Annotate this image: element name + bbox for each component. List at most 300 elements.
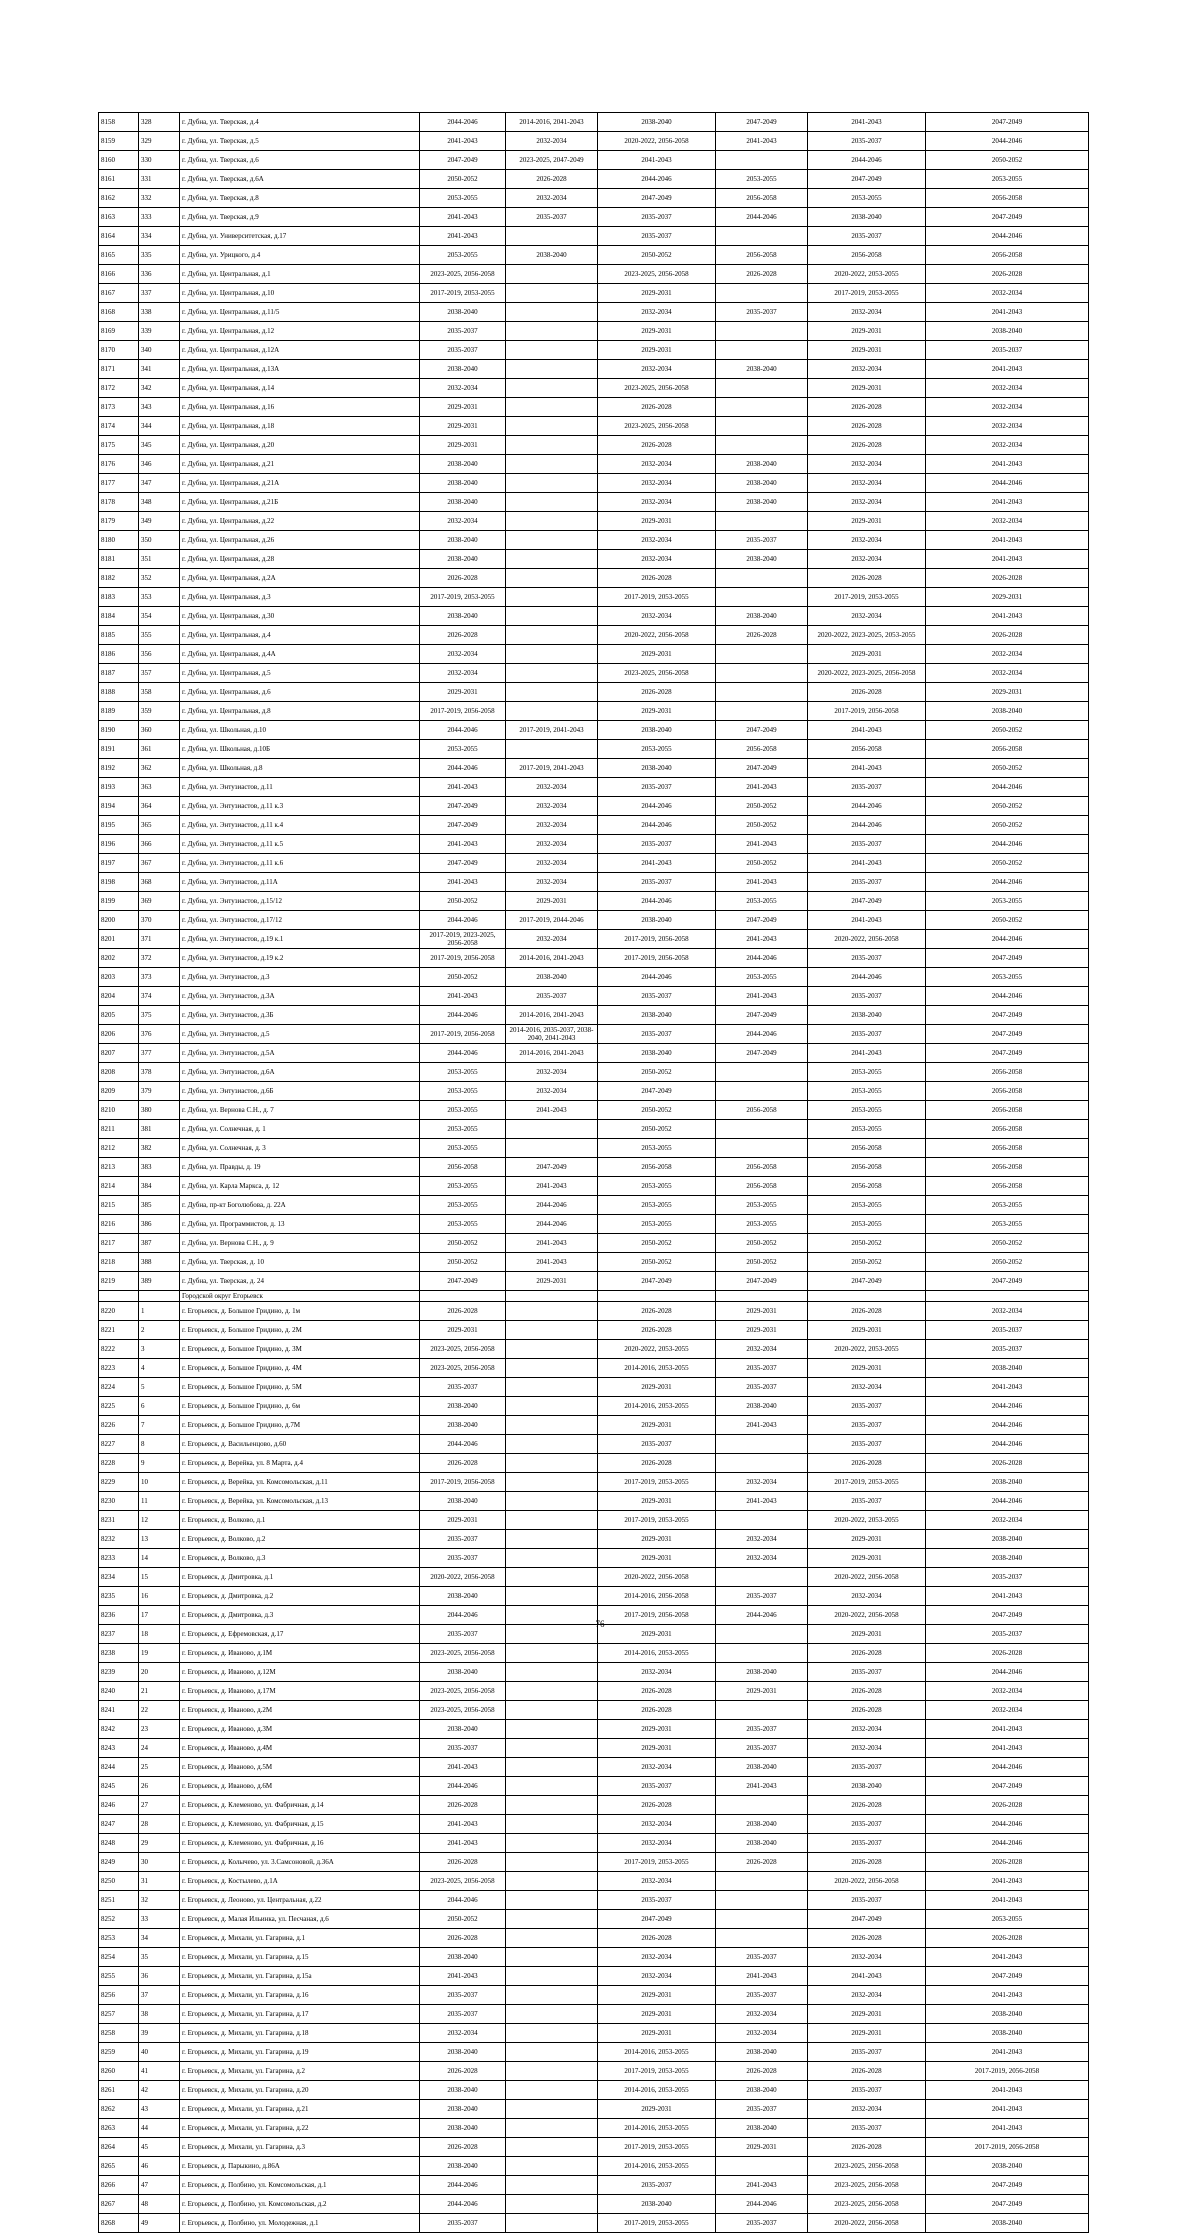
table-cell: 2038-2040 [598, 759, 716, 778]
table-cell [506, 1720, 598, 1739]
table-cell: 8202 [99, 949, 139, 968]
table-cell: 2032-2034 [506, 930, 598, 949]
table-cell: 2047-2049 [716, 113, 808, 132]
table-cell: г. Дубна, ул. Энтузиастов, д.11 к.6 [180, 854, 420, 873]
table-cell: 2053-2055 [926, 170, 1089, 189]
table-row [99, 1139, 1089, 1158]
table-cell: 2053-2055 [420, 1196, 506, 1215]
table-cell: 2026-2028 [716, 626, 808, 645]
table-cell: 2032-2034 [926, 398, 1089, 417]
table-cell [506, 1929, 598, 1948]
table-cell: 2038-2040 [598, 721, 716, 740]
table-cell: г. Дубна, ул. Центральная, д.2А [180, 569, 420, 588]
table-cell: г. Егорьевск, д. Дмитровка, д.2 [180, 1587, 420, 1606]
table-cell: 2041-2043 [926, 531, 1089, 550]
table-cell: г. Дубна, ул. Энтузиастов, д.3Б [180, 1006, 420, 1025]
table-cell [716, 417, 808, 436]
table-row [99, 1234, 1089, 1253]
table-cell: 2047-2049 [420, 1272, 506, 1291]
table-cell: 359 [139, 702, 180, 721]
table-cell [506, 1872, 598, 1891]
table-cell: 2029-2031 [506, 1272, 598, 1291]
table-cell: г. Егорьевск, д. Клеменово, ул. Фабричная, д.16 [180, 1834, 420, 1853]
table-cell: 2026-2028 [598, 1929, 716, 1948]
table-cell: 2029-2031 [598, 341, 716, 360]
table-cell: г. Дубна, ул. Энтузиастов, д.11 [180, 778, 420, 797]
table-cell: 2035-2037 [420, 322, 506, 341]
table-cell: 2038-2040 [926, 1530, 1089, 1549]
table-cell: 2035-2037 [808, 835, 926, 854]
table-cell: 13 [139, 1530, 180, 1549]
table-cell: 2035-2037 [808, 873, 926, 892]
table-cell [506, 379, 598, 398]
table-cell [506, 1587, 598, 1606]
table-cell: 2035-2037 [808, 2119, 926, 2138]
table-cell [716, 1139, 808, 1158]
table-cell: 2029-2031 [598, 1492, 716, 1511]
table-cell: 355 [139, 626, 180, 645]
table-cell: 2044-2046 [420, 1006, 506, 1025]
table-cell [716, 1435, 808, 1454]
table-cell: 2032-2034 [598, 474, 716, 493]
table-cell: 8193 [99, 778, 139, 797]
table-cell: 2041-2043 [808, 113, 926, 132]
table-cell: 2035-2037 [808, 1663, 926, 1682]
table-cell: 2020-2022, 2056-2058 [808, 930, 926, 949]
table-cell: 2044-2046 [926, 987, 1089, 1006]
table-cell [506, 531, 598, 550]
table-cell: г. Егорьевск, д. Михали, ул. Гагарина, д.22 [180, 2119, 420, 2138]
table-cell: 362 [139, 759, 180, 778]
table-cell: 8168 [99, 303, 139, 322]
table-cell: 2038-2040 [420, 1663, 506, 1682]
table-cell: 2026-2028 [808, 436, 926, 455]
table-cell: 2026-2028 [598, 1321, 716, 1340]
table-cell: 2038-2040 [716, 2119, 808, 2138]
table-cell: 2038-2040 [598, 1006, 716, 1025]
table-row [99, 322, 1089, 341]
table-cell: 35 [139, 1948, 180, 1967]
table-cell: 2038-2040 [420, 455, 506, 474]
table-cell: 2026-2028 [808, 1454, 926, 1473]
table-cell: 2056-2058 [926, 189, 1089, 208]
table-cell: 2023-2025, 2056-2058 [420, 1872, 506, 1891]
table-cell: г. Дубна, ул. Солнечная, д. 1 [180, 1120, 420, 1139]
table-cell: г. Егорьевск, д. Волково, д.1 [180, 1511, 420, 1530]
table-cell: 2035-2037 [926, 341, 1089, 360]
table-cell: 2038-2040 [808, 1006, 926, 1025]
table-cell: 2038-2040 [420, 1416, 506, 1435]
table-cell: 2044-2046 [420, 759, 506, 778]
table-cell: 2020-2022, 2056-2058 [808, 2214, 926, 2233]
table-cell: 2032-2034 [926, 436, 1089, 455]
table-cell: 2029-2031 [598, 1739, 716, 1758]
table-cell: 2029-2031 [808, 2005, 926, 2024]
table-cell: 2038-2040 [926, 1473, 1089, 1492]
table-cell [506, 1340, 598, 1359]
table-cell: 2017-2019, 2056-2058 [926, 2062, 1089, 2081]
table-cell [506, 1302, 598, 1321]
table-cell: 2017-2019, 2023-2025, 2056-2058 [420, 930, 506, 949]
table-cell: 8238 [99, 1644, 139, 1663]
table-cell: 8237 [99, 1625, 139, 1644]
table-row [99, 1872, 1089, 1891]
table-cell [506, 2005, 598, 2024]
table-cell [506, 398, 598, 417]
table-cell: 8258 [99, 2024, 139, 2043]
table-cell: 2038-2040 [598, 2195, 716, 2214]
table-cell: 8187 [99, 664, 139, 683]
table-cell: 2032-2034 [420, 512, 506, 531]
table-cell: 2047-2049 [506, 1158, 598, 1177]
table-cell: 2041-2043 [716, 835, 808, 854]
table-cell: 8232 [99, 1530, 139, 1549]
table-cell: 2044-2046 [598, 816, 716, 835]
table-cell: 2041-2043 [716, 778, 808, 797]
table-cell: 2032-2034 [926, 417, 1089, 436]
table-cell: 8252 [99, 1910, 139, 1929]
table-cell: 2041-2043 [420, 873, 506, 892]
table-cell: 2026-2028 [926, 1853, 1089, 1872]
table-cell: 8197 [99, 854, 139, 873]
table-cell: г. Дубна, ул. Центральная, д.4А [180, 645, 420, 664]
table-cell: 2032-2034 [716, 1340, 808, 1359]
table-cell: 8268 [99, 2214, 139, 2233]
table-cell: 2050-2052 [598, 1234, 716, 1253]
table-cell: 2053-2055 [808, 1196, 926, 1215]
table-cell [506, 1492, 598, 1511]
table-cell: 2044-2046 [716, 949, 808, 968]
table-row [99, 1587, 1089, 1606]
table-cell [716, 1701, 808, 1720]
table-cell: г. Егорьевск, д. Михали, ул. Гагарина, д.1 [180, 1929, 420, 1948]
table-cell: 8235 [99, 1587, 139, 1606]
table-cell: 2056-2058 [808, 740, 926, 759]
table-cell: 380 [139, 1101, 180, 1120]
table-cell: 2053-2055 [808, 1120, 926, 1139]
table-row [99, 1340, 1089, 1359]
table-cell: 2047-2049 [716, 1006, 808, 1025]
table-cell: 2026-2028 [808, 1853, 926, 1872]
table-cell: 8159 [99, 132, 139, 151]
table-cell: 2029-2031 [420, 1321, 506, 1340]
table-cell [506, 227, 598, 246]
table-cell: 2041-2043 [420, 1967, 506, 1986]
table-cell: 2026-2028 [598, 1682, 716, 1701]
table-cell: 2032-2034 [598, 493, 716, 512]
table-cell: 2035-2037 [808, 987, 926, 1006]
table-cell: 2041-2043 [716, 1416, 808, 1435]
table-cell: 2047-2049 [926, 113, 1089, 132]
table-cell: 2023-2025, 2056-2058 [420, 1644, 506, 1663]
table-cell: г. Дубна, ул. Тверская, д.5 [180, 132, 420, 151]
table-cell: 2056-2058 [926, 1101, 1089, 1120]
table-cell [506, 1321, 598, 1340]
table-cell: 2056-2058 [926, 1158, 1089, 1177]
table-cell: 2035-2037 [926, 1321, 1089, 1340]
table-cell: 8175 [99, 436, 139, 455]
table-cell: г. Дубна, ул. Энтузиастов, д.5 [180, 1025, 420, 1044]
table-cell: 333 [139, 208, 180, 227]
table-cell: 2041-2043 [506, 1101, 598, 1120]
table-cell: 2044-2046 [926, 1815, 1089, 1834]
table-cell: 2035-2037 [808, 1492, 926, 1511]
table-cell: г. Дубна, ул. Тверская, д. 10 [180, 1253, 420, 1272]
table-cell: 8244 [99, 1758, 139, 1777]
table-cell: 2038-2040 [716, 1815, 808, 1834]
table-cell: 2056-2058 [808, 1177, 926, 1196]
table-cell: 8225 [99, 1397, 139, 1416]
table-cell: г. Егорьевск, д. Васильенцово, д.60 [180, 1435, 420, 1454]
table-cell: г. Дубна, ул. Центральная, д.22 [180, 512, 420, 531]
table-row [99, 1101, 1089, 1120]
table-cell: 351 [139, 550, 180, 569]
table-cell: г. Егорьевск, д. Большое Гридино, д.7М [180, 1416, 420, 1435]
table-cell: 2029-2031 [808, 341, 926, 360]
table-cell: 2038-2040 [926, 702, 1089, 721]
table-cell: 2050-2052 [716, 1253, 808, 1272]
table-cell: 2035-2037 [716, 1986, 808, 2005]
table-cell: 2035-2037 [808, 1435, 926, 1454]
table-cell: 8211 [99, 1120, 139, 1139]
table-cell: 2 [139, 1321, 180, 1340]
table-cell: 2035-2037 [420, 1625, 506, 1644]
table-cell: 8 [139, 1435, 180, 1454]
table-cell: 2032-2034 [808, 2100, 926, 2119]
table-cell [506, 645, 598, 664]
table-cell: 2038-2040 [598, 1044, 716, 1063]
table-cell: 2029-2031 [598, 1549, 716, 1568]
table-cell: 2035-2037 [716, 1739, 808, 1758]
table-cell [506, 1530, 598, 1549]
table-cell: 2032-2034 [926, 512, 1089, 531]
table-cell: 346 [139, 455, 180, 474]
table-row [99, 645, 1089, 664]
table-cell: 2014-2016, 2053-2055 [598, 2081, 716, 2100]
table-cell: 2041-2043 [808, 759, 926, 778]
table-cell: г. Егорьевск, д. Полбино, ул. Комсомольская, д.1 [180, 2176, 420, 2195]
table-cell: 8190 [99, 721, 139, 740]
table-cell: г. Егорьевск, д. Иваново, д.6М [180, 1777, 420, 1796]
table-cell: г. Дубна, ул. Солнечная, д. 3 [180, 1139, 420, 1158]
table-cell: 2026-2028 [598, 1701, 716, 1720]
table-row [99, 1397, 1089, 1416]
table-cell: 354 [139, 607, 180, 626]
table-cell: 2020-2022, 2056-2058 [598, 132, 716, 151]
table-cell [506, 436, 598, 455]
table-row [99, 1215, 1089, 1234]
table-cell: 2056-2058 [716, 1158, 808, 1177]
table-cell: 2038-2040 [420, 1948, 506, 1967]
table-cell: 2032-2034 [716, 1549, 808, 1568]
table-cell: 2038-2040 [598, 911, 716, 930]
table-cell: 2044-2046 [926, 1663, 1089, 1682]
table-cell: 23 [139, 1720, 180, 1739]
table-cell: 2035-2037 [420, 1549, 506, 1568]
table-cell: 2047-2049 [926, 208, 1089, 227]
table-cell: г. Дубна, ул. Школьная, д.10Б [180, 740, 420, 759]
table-row [99, 816, 1089, 835]
table-cell: 2053-2055 [420, 740, 506, 759]
table-cell: 2038-2040 [420, 1397, 506, 1416]
table-cell: г. Дубна, ул. Программистов, д. 13 [180, 1215, 420, 1234]
table-cell: 2035-2037 [716, 303, 808, 322]
table-cell: 36 [139, 1967, 180, 1986]
table-cell: 2056-2058 [716, 1101, 808, 1120]
table-cell: 2056-2058 [716, 1177, 808, 1196]
table-cell: 2044-2046 [716, 1025, 808, 1044]
table-cell [506, 1120, 598, 1139]
table-cell: 2035-2037 [926, 1625, 1089, 1644]
table-row [99, 1815, 1089, 1834]
table-cell: 28 [139, 1815, 180, 1834]
table-cell: 2041-2043 [716, 930, 808, 949]
table-cell: 2029-2031 [808, 645, 926, 664]
table-cell: 2041-2043 [506, 1177, 598, 1196]
table-cell: 8194 [99, 797, 139, 816]
table-cell: 2035-2037 [716, 1720, 808, 1739]
table-cell: 2047-2049 [598, 1272, 716, 1291]
table-cell [506, 1815, 598, 1834]
table-cell: 2053-2055 [808, 189, 926, 208]
table-cell: 2053-2055 [716, 968, 808, 987]
table-cell: 2035-2037 [808, 1025, 926, 1044]
table-cell: 2038-2040 [808, 208, 926, 227]
table-cell: 2041-2043 [926, 2100, 1089, 2119]
table-cell: 2029-2031 [598, 702, 716, 721]
table-cell: 2020-2022, 2056-2058 [420, 1568, 506, 1587]
table-cell: 342 [139, 379, 180, 398]
table-cell [716, 1872, 808, 1891]
table-cell: 2041-2043 [420, 208, 506, 227]
table-row [99, 1549, 1089, 1568]
table-cell: 2050-2052 [420, 1234, 506, 1253]
table-cell: 2044-2046 [420, 1777, 506, 1796]
table-cell: 2032-2034 [808, 455, 926, 474]
table-cell: 2032-2034 [926, 1302, 1089, 1321]
table-cell [506, 1549, 598, 1568]
table-row [99, 113, 1089, 132]
table-cell: 29 [139, 1834, 180, 1853]
table-cell [716, 569, 808, 588]
table-cell [506, 1739, 598, 1758]
table-row [99, 132, 1089, 151]
table-cell: 2014-2016, 2041-2043 [506, 949, 598, 968]
table-cell: 2044-2046 [598, 892, 716, 911]
table-cell [716, 1511, 808, 1530]
table-row [99, 512, 1089, 531]
table-cell: 2050-2052 [420, 1910, 506, 1929]
table-cell: 8229 [99, 1473, 139, 1492]
table-cell: г. Дубна, ул. Тверская, д. 24 [180, 1272, 420, 1291]
table-cell: 2044-2046 [420, 1435, 506, 1454]
table-cell: 2044-2046 [926, 778, 1089, 797]
table-cell: 337 [139, 284, 180, 303]
table-cell: 370 [139, 911, 180, 930]
table-cell: г. Егорьевск, д. Большое Гридино, д. 5М [180, 1378, 420, 1397]
table-cell: 2044-2046 [506, 1196, 598, 1215]
table-cell: 8184 [99, 607, 139, 626]
table-cell: 8189 [99, 702, 139, 721]
table-cell [506, 303, 598, 322]
table-cell: 2044-2046 [926, 873, 1089, 892]
table-cell: 2026-2028 [598, 1302, 716, 1321]
table-cell: 2041-2043 [926, 1739, 1089, 1758]
table-cell: г. Дубна, ул. Тверская, д.4 [180, 113, 420, 132]
table-cell: 2026-2028 [598, 683, 716, 702]
table-cell: 2032-2034 [506, 778, 598, 797]
table-cell: 2044-2046 [716, 208, 808, 227]
table-cell: 2044-2046 [420, 911, 506, 930]
table-row [99, 474, 1089, 493]
table-row [99, 417, 1089, 436]
table-cell: г. Егорьевск, д. Ефремовская, д.17 [180, 1625, 420, 1644]
table-cell: 2035-2037 [598, 1891, 716, 1910]
table-cell: 8170 [99, 341, 139, 360]
table-cell: 2038-2040 [716, 550, 808, 569]
table-cell: 2038-2040 [716, 493, 808, 512]
table-row [99, 2062, 1089, 2081]
table-cell: 2041-2043 [926, 607, 1089, 626]
table-cell: г. Егорьевск, д. Михали, ул. Гагарина, д.20 [180, 2081, 420, 2100]
table-cell: 2047-2049 [926, 1044, 1089, 1063]
table-cell: 2035-2037 [420, 2005, 506, 2024]
table-cell: 2026-2028 [598, 436, 716, 455]
table-cell: 2026-2028 [926, 569, 1089, 588]
table-row [99, 721, 1089, 740]
table-cell: 2041-2043 [506, 1253, 598, 1272]
table-cell: г. Егорьевск, д. Парыкино, д.86А [180, 2157, 420, 2176]
table-cell: г. Егорьевск, д. Михали, ул. Гагарина, д.2 [180, 2062, 420, 2081]
table-cell [506, 1139, 598, 1158]
table-cell: 367 [139, 854, 180, 873]
table-cell: 2041-2043 [926, 1986, 1089, 2005]
table-cell: 2032-2034 [598, 303, 716, 322]
table-cell: 44 [139, 2119, 180, 2138]
table-cell: 2038-2040 [420, 2157, 506, 2176]
table-cell: 2035-2037 [926, 1568, 1089, 1587]
table-cell: г. Егорьевск, д. Верейка, ул. Комсомольская, д.13 [180, 1492, 420, 1511]
section-heading: Городской округ Егорьевск [180, 1291, 420, 1302]
table-cell: 2041-2043 [716, 132, 808, 151]
table-cell: 2029-2031 [598, 512, 716, 531]
table-cell: 8221 [99, 1321, 139, 1340]
table-cell: 2044-2046 [808, 968, 926, 987]
table-row [99, 2005, 1089, 2024]
table-cell: 2050-2052 [926, 1253, 1089, 1272]
table-cell: 21 [139, 1682, 180, 1701]
table-cell: 2056-2058 [926, 1177, 1089, 1196]
table-cell: 2029-2031 [808, 2024, 926, 2043]
table-cell: 2056-2058 [808, 1158, 926, 1177]
table-cell: 2044-2046 [420, 2176, 506, 2195]
table-cell: 2032-2034 [598, 360, 716, 379]
table-cell: 2029-2031 [420, 398, 506, 417]
table-cell [716, 1291, 808, 1302]
table-row [99, 1720, 1089, 1739]
table-cell: 2053-2055 [420, 246, 506, 265]
table-row [99, 303, 1089, 322]
table-cell: г. Егорьевск, д. Дмитровка, д.3 [180, 1606, 420, 1625]
table-cell: 2050-2052 [808, 1234, 926, 1253]
table-cell: 2050-2052 [420, 892, 506, 911]
table-cell [716, 1644, 808, 1663]
table-cell: г. Егорьевск, д. Иваново, д.3М [180, 1720, 420, 1739]
table-cell: 49 [139, 2214, 180, 2233]
table-cell: г. Дубна, ул. Энтузиастов, д.11 к.4 [180, 816, 420, 835]
table-cell: г. Дубна, ул. Энтузиастов, д.15/12 [180, 892, 420, 911]
table-cell: 2053-2055 [420, 1139, 506, 1158]
